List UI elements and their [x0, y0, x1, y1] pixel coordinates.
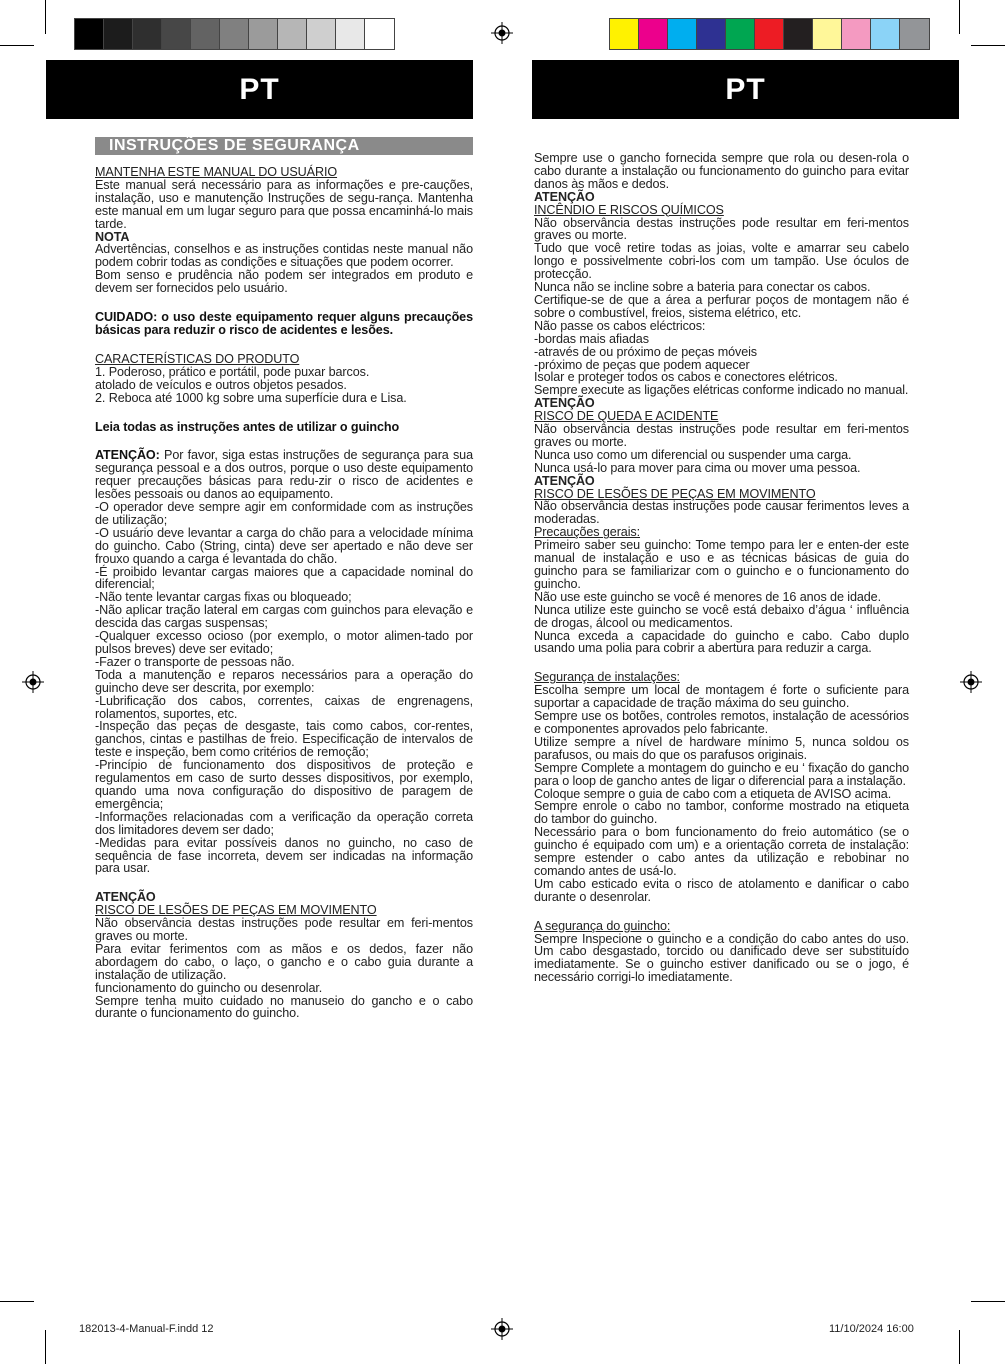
list-item: -O usuário deve levantar a carga do chão para a velocidade mínima do guincho. Cabo (String, cinta) deve ser apertado e não deve ser frouxo quando a carga é levantada do chão.: [95, 525, 473, 566]
list-item: -Medidas para evitar possíveis danos no guincho, no caso de sequência de fase incorreta, devem ser indicadas na informação para usar.: [95, 835, 473, 876]
crop-mark: [0, 1301, 34, 1302]
list-item: Tudo que você retire todas as joias, volte e amarrar seu cabelo longo e possivelmente cobri-los com um tampão. Use óculos de protecção.: [534, 241, 909, 282]
gray-swatch: [249, 19, 278, 49]
gray-swatch: [278, 19, 307, 49]
file-slug: 182013-4-Manual-F.indd 12: [79, 1323, 214, 1335]
list-item: -Lubrificação dos cabos, correntes, caixas de engrenagens, rolamentos, suportes, etc.: [95, 693, 473, 721]
list-item: Um cabo esticado evita o risco de atolamento e danificar o cabo durante o desenrolar.: [534, 876, 909, 904]
list-item: Sempre enrole o cabo no tambor, conforme mostrado na etiqueta do tambor do guincho.: [534, 799, 909, 827]
moving-parts-list: [95, 917, 473, 1020]
list-item: Certifique-se de que a área a perfurar poços de montagem não é sobre o combustível, freios, sistema elétrico, etc.: [534, 292, 909, 320]
list-item: -Fazer o transporte de pessoas não.: [95, 654, 295, 669]
list-item: -É proibido levantar cargas maiores que a capacidade nominal do diferencial;: [95, 564, 473, 592]
attention-heading: ATENÇÃO: [95, 890, 156, 905]
features-line: 1. Poderoso, prático e portátil, pode puxar barcos.: [95, 364, 370, 379]
safety-rules-list: [95, 501, 473, 875]
color-swatch: [697, 19, 726, 49]
list-item: -Não aplicar tração lateral em cargas com guinchos para elevação e descida das cargas suspensas;: [95, 603, 473, 631]
color-swatch: [784, 19, 813, 49]
list-item: Coloque sempre o guia de cabo com a etiqueta de AVISO acima.: [534, 786, 892, 801]
list-item: Nunca uso como um diferencial ou suspender uma carga.: [534, 447, 852, 462]
crop-mark: [0, 45, 34, 46]
list-item: Necessário para o bom funcionamento do freio automático (se o guincho é equipado com um) e a orientação correta de instalação: sempre estender o cabo antes da utilização e rebobinar no comando antes de usá-lo.: [534, 825, 909, 878]
section-title: INSTRUÇÕES DE SEGURANÇA: [95, 137, 473, 155]
winch-text: Sempre Inspecione o guincho e a condição do cabo antes do uso. Um cabo desgastado, torcido ou danificado deve ser substituído imediatamente. Se o guincho estiver danificado ou se o jogo, é necessário corrigi-lo imediatamente.: [534, 931, 909, 985]
crop-mark: [959, 0, 960, 34]
registration-mark-icon: [960, 671, 982, 693]
language-label: PT: [239, 72, 280, 106]
list-item: -O operador deve sempre agir em conformidade com as instruções de utilização;: [95, 500, 473, 527]
registration-mark-icon: [22, 671, 44, 693]
list-item: -bordas mais afiadas: [534, 331, 649, 346]
general-heading: Precauções gerais:: [534, 525, 641, 540]
crop-mark: [45, 0, 46, 34]
list-item: Escolha sempre um local de montagem é forte o suficiente para suportar a capacidade de tração máxima do seu guincho.: [534, 683, 909, 711]
moving-heading: RISCO DE LESÕES DE PEÇAS EM MOVIMENTO: [534, 486, 816, 501]
list-item: Primeiro saber seu guincho: Tome tempo para ler e enten-der este manual de instalação e uso e as técnicas básicas de guia do guincho para se familiarizar com o guincho e o funcionamento do guincho.: [534, 538, 909, 591]
list-item: Sempre execute as ligações elétricas conforme indicado no manual.: [534, 383, 909, 398]
language-header-left: [46, 60, 473, 119]
caution-text: : o uso deste equipamento requer alguns precauções básicas para reduzir o risco de acidentes e lesões.: [95, 310, 473, 337]
list-item: Não observância destas instruções pode resultar em feri-mentos graves ou morte.: [534, 422, 909, 449]
language-label: PT: [725, 72, 766, 106]
caution-label: CUIDADO: [95, 310, 154, 325]
intro-text: Sempre use o gancho fornecida sempre que rola ou desen-rola o cabo durante a instalação ou funcionamento do guincho para evitar danos às mãos e dedos.: [534, 151, 909, 191]
features-heading: CARACTERÍSTICAS DO PRODUTO: [95, 351, 300, 366]
list-item: Utilize sempre a nível de hardware mínimo 5, nunca soldou os parafusos, ou mais do que os parafusos originais.: [534, 734, 909, 762]
keep-manual-heading: MANTENHA ESTE MANUAL DO USUÁRIO: [95, 165, 338, 179]
list-item: Nunca usá-lo para mover para cima ou mover uma pessoa.: [534, 460, 861, 475]
winch-heading: A segurança do guincho:: [534, 918, 671, 933]
list-item: -próximo de peças que podem aquecer: [534, 357, 750, 372]
note-text: Advertências, conselhos e as instruções contidas neste manual não podem cobrir todas as condições e situações que podem ocorrer.: [95, 242, 473, 270]
caution-paragraph: [95, 311, 473, 337]
gray-swatch: [75, 19, 104, 49]
list-item: Nunca utilize este guincho se você está debaixo d’água ‘ influência de drogas, álcool ou medicamentos.: [534, 602, 909, 630]
list-item: Isolar e proteger todos os cabos e conectores elétricos.: [534, 370, 838, 385]
list-item: Para evitar ferimentos com as mãos e os dedos, fazer não abordagem do cabo, o laço, o gancho e o cabo guia durante a instalação de utilização.: [95, 941, 473, 982]
fire-list: [534, 217, 909, 398]
color-swatch: [668, 19, 697, 49]
install-heading: Segurança de instalações:: [534, 670, 680, 685]
registration-mark-icon: [491, 22, 513, 44]
color-swatch: [639, 19, 668, 49]
note-text: Bom senso e prudência não podem ser integrados em produto e devem ser fornecidos pelo usuário.: [95, 268, 473, 296]
process-color-bar: [609, 18, 930, 50]
attention-heading: ATENÇÃO: [534, 396, 595, 411]
gray-swatch: [133, 19, 162, 49]
gray-swatch: [191, 19, 220, 49]
gray-swatch: [307, 19, 336, 49]
color-swatch: [610, 19, 639, 49]
list-item: -Princípio de funcionamento dos dispositivos de proteção e regulamentos em caso de surto desses dispositivos, por exemplo, quando uma nova configuração do dispositivo de paragem de emergência;: [95, 758, 473, 811]
gray-swatch: [336, 19, 365, 49]
list-item: Não use este guincho se você é menores de 16 anos de idade.: [534, 589, 881, 604]
list-item: Toda a manutenção e reparos necessários para a operação do guincho deve ser descrita, por exemplo:: [95, 667, 473, 695]
gray-swatch: [220, 19, 249, 49]
general-list: [534, 539, 909, 655]
list-item: -Inspeção das peças de desgaste, tais como cabos, cor-rentes, ganchos, cintas e pastilhas de freio. Especificação de intervalos de teste e inspeção, bem como critérios de remoção;: [95, 719, 473, 760]
color-swatch: [842, 19, 871, 49]
list-item: funcionamento do guincho ou desenrolar.: [95, 980, 323, 995]
language-header-right: [532, 60, 959, 119]
crop-mark: [959, 1330, 960, 1364]
list-item: Sempre tenha muito cuidado no manuseio do gancho e o cabo durante o funcionamento do guincho.: [95, 993, 473, 1021]
attention-label: ATENÇÃO:: [95, 448, 160, 463]
install-list: [534, 684, 909, 903]
left-column: [95, 166, 473, 1020]
list-item: Nunca não se incline sobre a bateria para conectar os cabos.: [534, 280, 871, 295]
moving-text: Não observância destas instruções pode causar ferimentos leves a moderadas.: [534, 499, 909, 527]
attention-heading: ATENÇÃO: [534, 189, 595, 204]
moving-parts-heading: RISCO DE LESÕES DE PEÇAS EM MOVIMENTO: [95, 903, 377, 918]
list-item: -através de ou próximo de peças móveis: [534, 344, 757, 359]
keep-manual-text: Este manual será necessário para as informações e pre-cauções, instalação, uso e manutenção Instruções de segu-rança. Mantenha este manual em um lugar seguro para que possa encaminhá-lo mais tarde.: [95, 177, 473, 231]
list-item: Não observância destas instruções pode resultar em feri-mentos graves ou morte.: [95, 916, 473, 944]
gray-swatch: [162, 19, 191, 49]
gray-swatch: [104, 19, 133, 49]
grayscale-color-bar: [74, 18, 395, 50]
list-item: Sempre Complete a montagem do guincho e eu ‘ fixação do gancho para o loop de gancho antes de ligar o diferencial para a instalação.: [534, 760, 909, 788]
color-swatch: [755, 19, 784, 49]
list-item: Sempre use os botões, controles remotos, instalação de acessórios e componentes aprovados pelo fabricante.: [534, 709, 909, 736]
list-item: Nunca exceda a capacidade do guincho e cabo. Cabo duplo usando uma polia para cobrir a abertura para reduzir a carga.: [534, 628, 909, 656]
attention-heading: ATENÇÃO: [534, 473, 595, 488]
attention-text: Por favor, siga estas instruções de segurança para sua segurança pessoal e a dos outros, porque o uso deste equipamento requer precauções básicas para redu-zir o risco de acidentes e lesões pessoais ou danos ao equipamento.: [95, 448, 473, 502]
list-item: Não observância destas instruções pode resultar em feri-mentos graves ou morte.: [534, 215, 909, 243]
date-slug: 11/10/2024 16:00: [829, 1323, 914, 1335]
fall-heading: RISCO DE QUEDA E ACIDENTE: [534, 409, 719, 424]
features-line: 2. Reboca até 1000 kg sobre uma superfície dura e Lisa.: [95, 390, 407, 405]
attention-paragraph: [95, 449, 473, 501]
crop-mark: [971, 1301, 1005, 1302]
color-swatch: [726, 19, 755, 49]
right-column: [534, 152, 909, 984]
list-item: Não passe os cabos eléctricos:: [534, 318, 706, 333]
color-swatch: [900, 19, 929, 49]
fire-heading: INCÊNDIO E RISCOS QUÍMICOS: [534, 202, 724, 217]
list-item: -Não tente levantar cargas fixas ou bloqueado;: [95, 590, 352, 605]
crop-mark: [971, 45, 1005, 46]
color-swatch: [813, 19, 842, 49]
list-item: -Informações relacionadas com a verificação da operação correta dos limitadores devem ser dado;: [95, 809, 473, 837]
crop-mark: [45, 1330, 46, 1364]
gray-swatch: [365, 19, 394, 49]
color-swatch: [871, 19, 900, 49]
registration-mark-icon: [491, 1318, 513, 1340]
note-heading: NOTA: [95, 229, 130, 244]
read-all-instructions: Leia todas as instruções antes de utilizar o guincho: [95, 419, 400, 434]
features-line: atolado de veículos e outros objetos pesados.: [95, 377, 347, 392]
fall-list: [534, 423, 909, 475]
list-item: -Qualquer excesso ocioso (por exemplo, o motor alimen-tado por pulsos breves) deve ser evitado;: [95, 629, 473, 656]
